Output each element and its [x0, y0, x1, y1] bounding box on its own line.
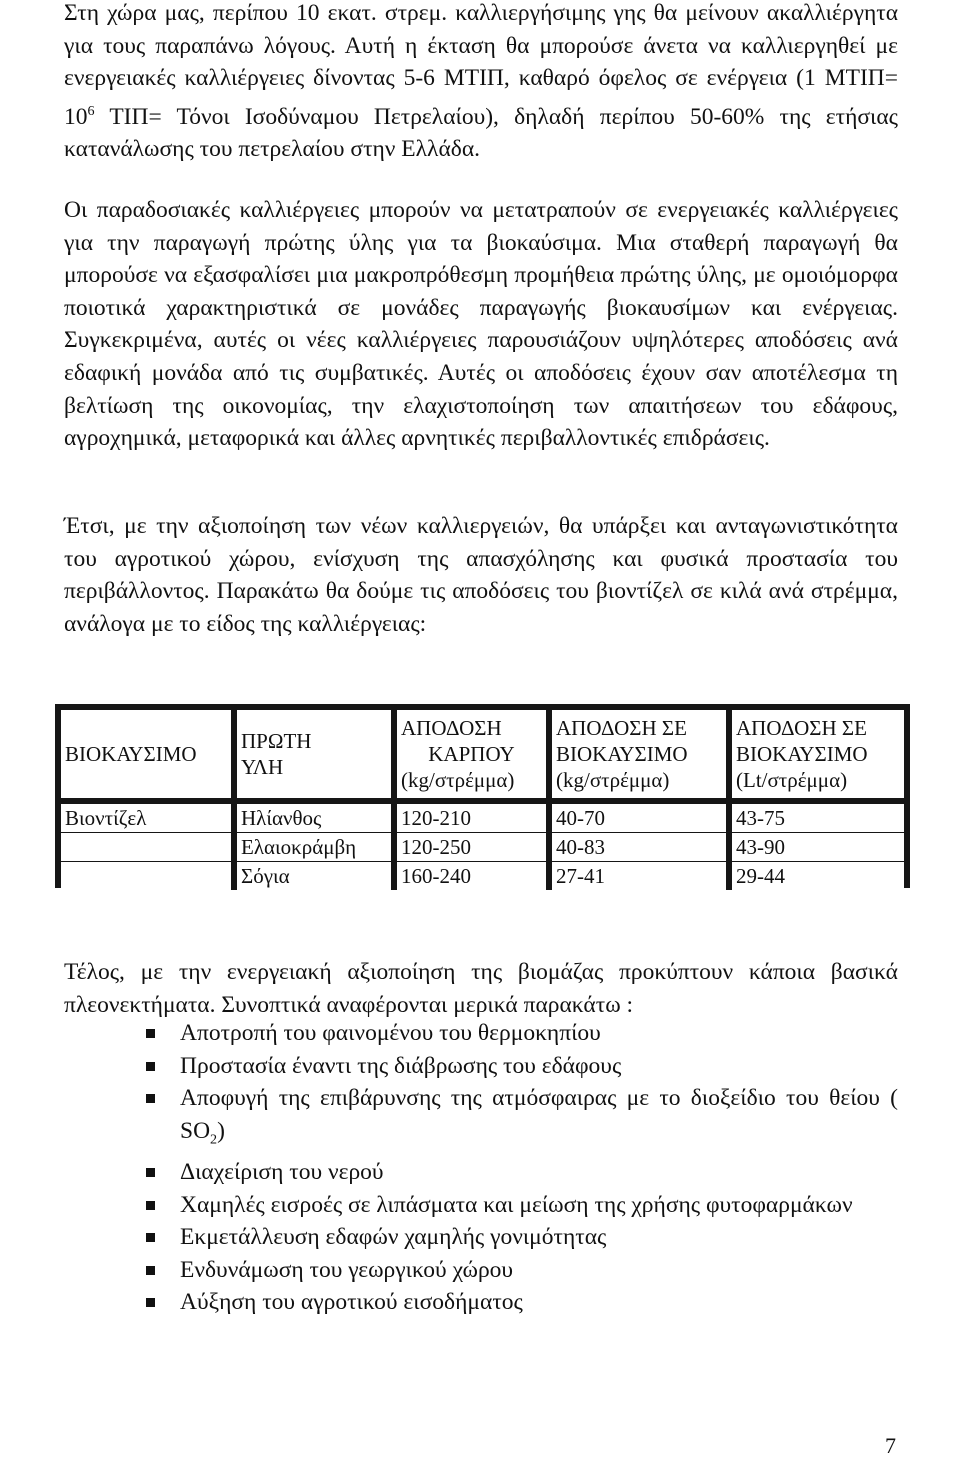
list-item-text: Χαμηλές εισροές σε λιπάσματα και μείωση της χρήσης φυτοφαρμάκων	[180, 1191, 853, 1218]
square-bullet-icon	[146, 1233, 155, 1242]
list-item	[146, 1156, 898, 1189]
table-cell: 27-41	[546, 862, 726, 890]
table-cell: 120-250	[391, 833, 546, 862]
table-cell: 120-210	[391, 804, 546, 833]
list-item	[146, 1017, 898, 1050]
square-bullet-icon	[146, 1062, 155, 1071]
square-bullet-icon	[146, 1266, 155, 1275]
square-bullet-icon	[146, 1168, 155, 1177]
square-bullet-icon	[146, 1094, 155, 1103]
table-row	[61, 862, 904, 890]
list-item-text: Διαχείριση του νερού	[180, 1159, 384, 1186]
list-item	[146, 1221, 898, 1254]
table-cell: 160-240	[391, 862, 546, 890]
paragraph-energy-crops-greece	[64, 0, 898, 166]
table-cell	[61, 862, 231, 890]
list-item-text-part: )	[217, 1117, 225, 1144]
table-cell: Βιοντίζελ	[61, 804, 231, 833]
biodiesel-yield-table-frame	[55, 704, 910, 888]
list-item	[146, 1189, 898, 1222]
list-item	[146, 1050, 898, 1083]
biodiesel-yield-table	[61, 710, 904, 890]
list-item	[146, 1082, 898, 1156]
header-biofuel: ΒΙΟΚΑΥΣΙΜΟ	[61, 710, 231, 804]
table-cell: Ηλίανθος	[231, 804, 391, 833]
table-cell: 29-44	[726, 862, 904, 890]
paragraph-text-part: Στη χώρα μας, περίπου 10 εκατ. στρεμ. καλλιεργήσιμης γης θα μείνουν ακαλλιέργητα για τους παραπάνω λόγους. Αυτή η έκταση θα μπορούσε άνετα να καλλιεργηθεί με ενεργειακές καλλιέργειες δίνοντας 5-6 ΜΤΙΠ, καθαρό όφελος σε ενέργεια (1 ΜΤΙΠ= 10	[64, 0, 898, 130]
square-bullet-icon	[146, 1201, 155, 1210]
list-item-text: Εκμετάλλευση εδαφών χαμηλής γονιμότητας	[180, 1224, 607, 1251]
paragraph-traditional-crops	[64, 194, 898, 455]
paragraph-text	[64, 0, 898, 166]
square-bullet-icon	[146, 1029, 155, 1038]
table-row	[61, 833, 904, 862]
table-cell	[61, 833, 231, 862]
table-row	[61, 804, 904, 833]
paragraph-text: Έτσι, με την αξιοποίηση των νέων καλλιεργειών, θα υπάρξει και ανταγωνιστικότητα του αγροτικού χώρου, ενίσχυση της απασχόλησης και φυσικά προστασία του περιβάλλοντος. Παρακάτω θα δούμε τις αποδόσεις του βιοντίζελ σε κιλά ανά στρέμμα, ανάλογα με το είδος της καλλιέργειας:	[64, 513, 898, 637]
paragraph-text: Τέλος, με την ενεργειακή αξιοποίηση της βιομάζας προκύπτουν κάποια βασικά πλεονεκτήματα. Συνοπτικά αναφέρονται μερικά παρακάτω :	[64, 959, 898, 1018]
paragraph-text: Οι παραδοσιακές καλλιέργειες μπορούν να μετατραπούν σε ενεργειακές καλλιέργειες για την παραγωγή πρώτης ύλης για τα βιοκαύσιμα. Μια σταθερή παραγωγή θα μπορούσε να εξασφαλίσει μια μακροπρόθεσμη προμήθεια πρώτης ύλης, με ομοιόμορφα ποιοτικά χαρακτηριστικά σε μονάδες παραγωγής βιοκαυσίμων και ενέργειας. Συγκεκριμένα, αυτές οι νέες καλλιέργειες παρουσιάζουν υψηλότερες αποδόσεις ανά εδαφική μονάδα από τις συμβατικές. Αυτές οι αποδόσεις έχουν σαν αποτέλεσμα τη βελτίωση της οικονομίας, την ελαχιστοποίηση των απαιτήσεων του εδάφους, αγροχημικά, μεταφορικά και άλλες αρνητικές περιβαλλοντικές επιδράσεις.	[64, 197, 898, 452]
list-item-text: Αύξηση του αγροτικού εισοδήματος	[180, 1289, 523, 1316]
list-item-text: Προστασία έναντι της διάβρωσης του εδάφους	[180, 1052, 622, 1079]
header-raw-material: ΠΡΩΤΗ ΥΛΗ	[231, 710, 391, 804]
list-item-text-part: Αποφυγή της επιβάρυνσης της ατμόσφαιρας με το διοξείδιο του θείου ( SO	[180, 1085, 898, 1144]
paragraph-biomass-advantages	[64, 956, 898, 1021]
table-header-row	[61, 710, 904, 804]
header-biofuel-yield-kg: ΑΠΟΔΟΣΗ ΣΕ ΒΙΟΚΑΥΣΙΜΟ (kg/στρέμμα)	[546, 710, 726, 804]
square-bullet-icon	[146, 1298, 155, 1307]
list-item	[146, 1286, 898, 1319]
table-cell: 43-90	[726, 833, 904, 862]
table-cell: 40-83	[546, 833, 726, 862]
header-biofuel-yield-lt: ΑΠΟΔΟΣΗ ΣΕ ΒΙΟΚΑΥΣΙΜΟ (Lt/στρέμμα)	[726, 710, 904, 804]
table-cell: 40-70	[546, 804, 726, 833]
list-item-text	[180, 1085, 898, 1148]
page-number: 7	[885, 1433, 896, 1458]
superscript-exponent: 6	[87, 102, 95, 119]
paragraph-competitiveness	[64, 510, 898, 640]
list-item-text: Ενδυνάμωση του γεωργικού χώρου	[180, 1256, 514, 1283]
table-cell: 43-75	[726, 804, 904, 833]
list-item-text: Αποτροπή του φαινομένου του θερμοκηπίου	[180, 1020, 601, 1046]
header-fruit-yield: ΑΠΟΔΟΣΗ ΚΑΡΠΟΥ (kg/στρέμμα)	[391, 710, 546, 804]
advantages-list	[146, 1017, 898, 1319]
subscript: 2	[210, 1131, 218, 1148]
paragraph-text-part: ΤΙΠ= Τόνοι Ισοδύναμου Πετρελαίου), δηλαδή περίπου 50-60% της ετήσιας κατανάλωσης του πετρελαίου στην Ελλάδα.	[64, 103, 898, 163]
table-cell: Σόγια	[231, 862, 391, 890]
list-item	[146, 1254, 898, 1287]
table-cell: Ελαιοκράμβη	[231, 833, 391, 862]
